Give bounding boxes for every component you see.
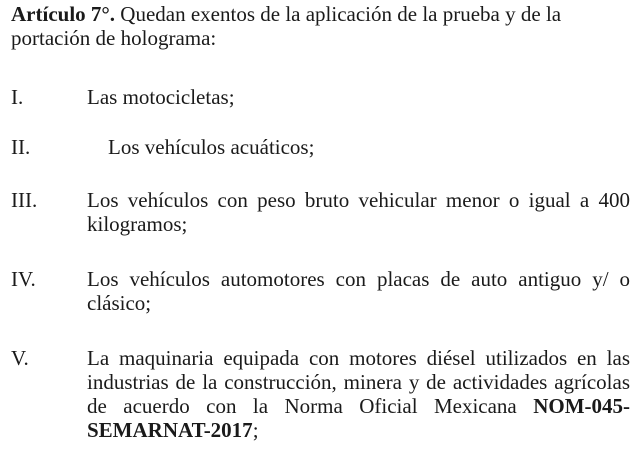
item-text: Los vehículos automotores con placas de auto antiguo y/ o clásico; [87, 267, 630, 315]
item-text-tail: ; [252, 418, 259, 442]
article-intro-text: Quedan exentos de la aplicación de la prueba y de la portación de holograma: [11, 2, 562, 50]
item-text [87, 346, 630, 442]
article-intro [11, 2, 631, 50]
item-text-main: La maquinaria equipada con motores diésel utilizados en las industrias de la construcción, minera y de actividades agrícolas de acuerdo con la Norma Oficial Mexicana [87, 346, 630, 418]
list-item [11, 346, 631, 442]
item-numeral: I. [11, 85, 24, 109]
item-numeral: V. [11, 346, 29, 370]
item-numeral: IV. [11, 267, 36, 291]
item-text: Las motocicletas; [87, 85, 235, 109]
item-numeral: III. [11, 188, 38, 212]
list-item [11, 135, 631, 159]
list-item [11, 85, 631, 109]
item-text: Los vehículos con peso bruto vehicular menor o igual a 400 kilogramos; [87, 188, 630, 236]
item-numeral: II. [11, 135, 31, 159]
list-item [11, 188, 631, 236]
norm-reference: NOM-045-SEMARNAT-2017 [87, 394, 630, 442]
item-text: Los vehículos acuáticos; [108, 135, 315, 159]
article-heading: Artículo 7°. [11, 2, 116, 26]
list-item [11, 267, 631, 315]
